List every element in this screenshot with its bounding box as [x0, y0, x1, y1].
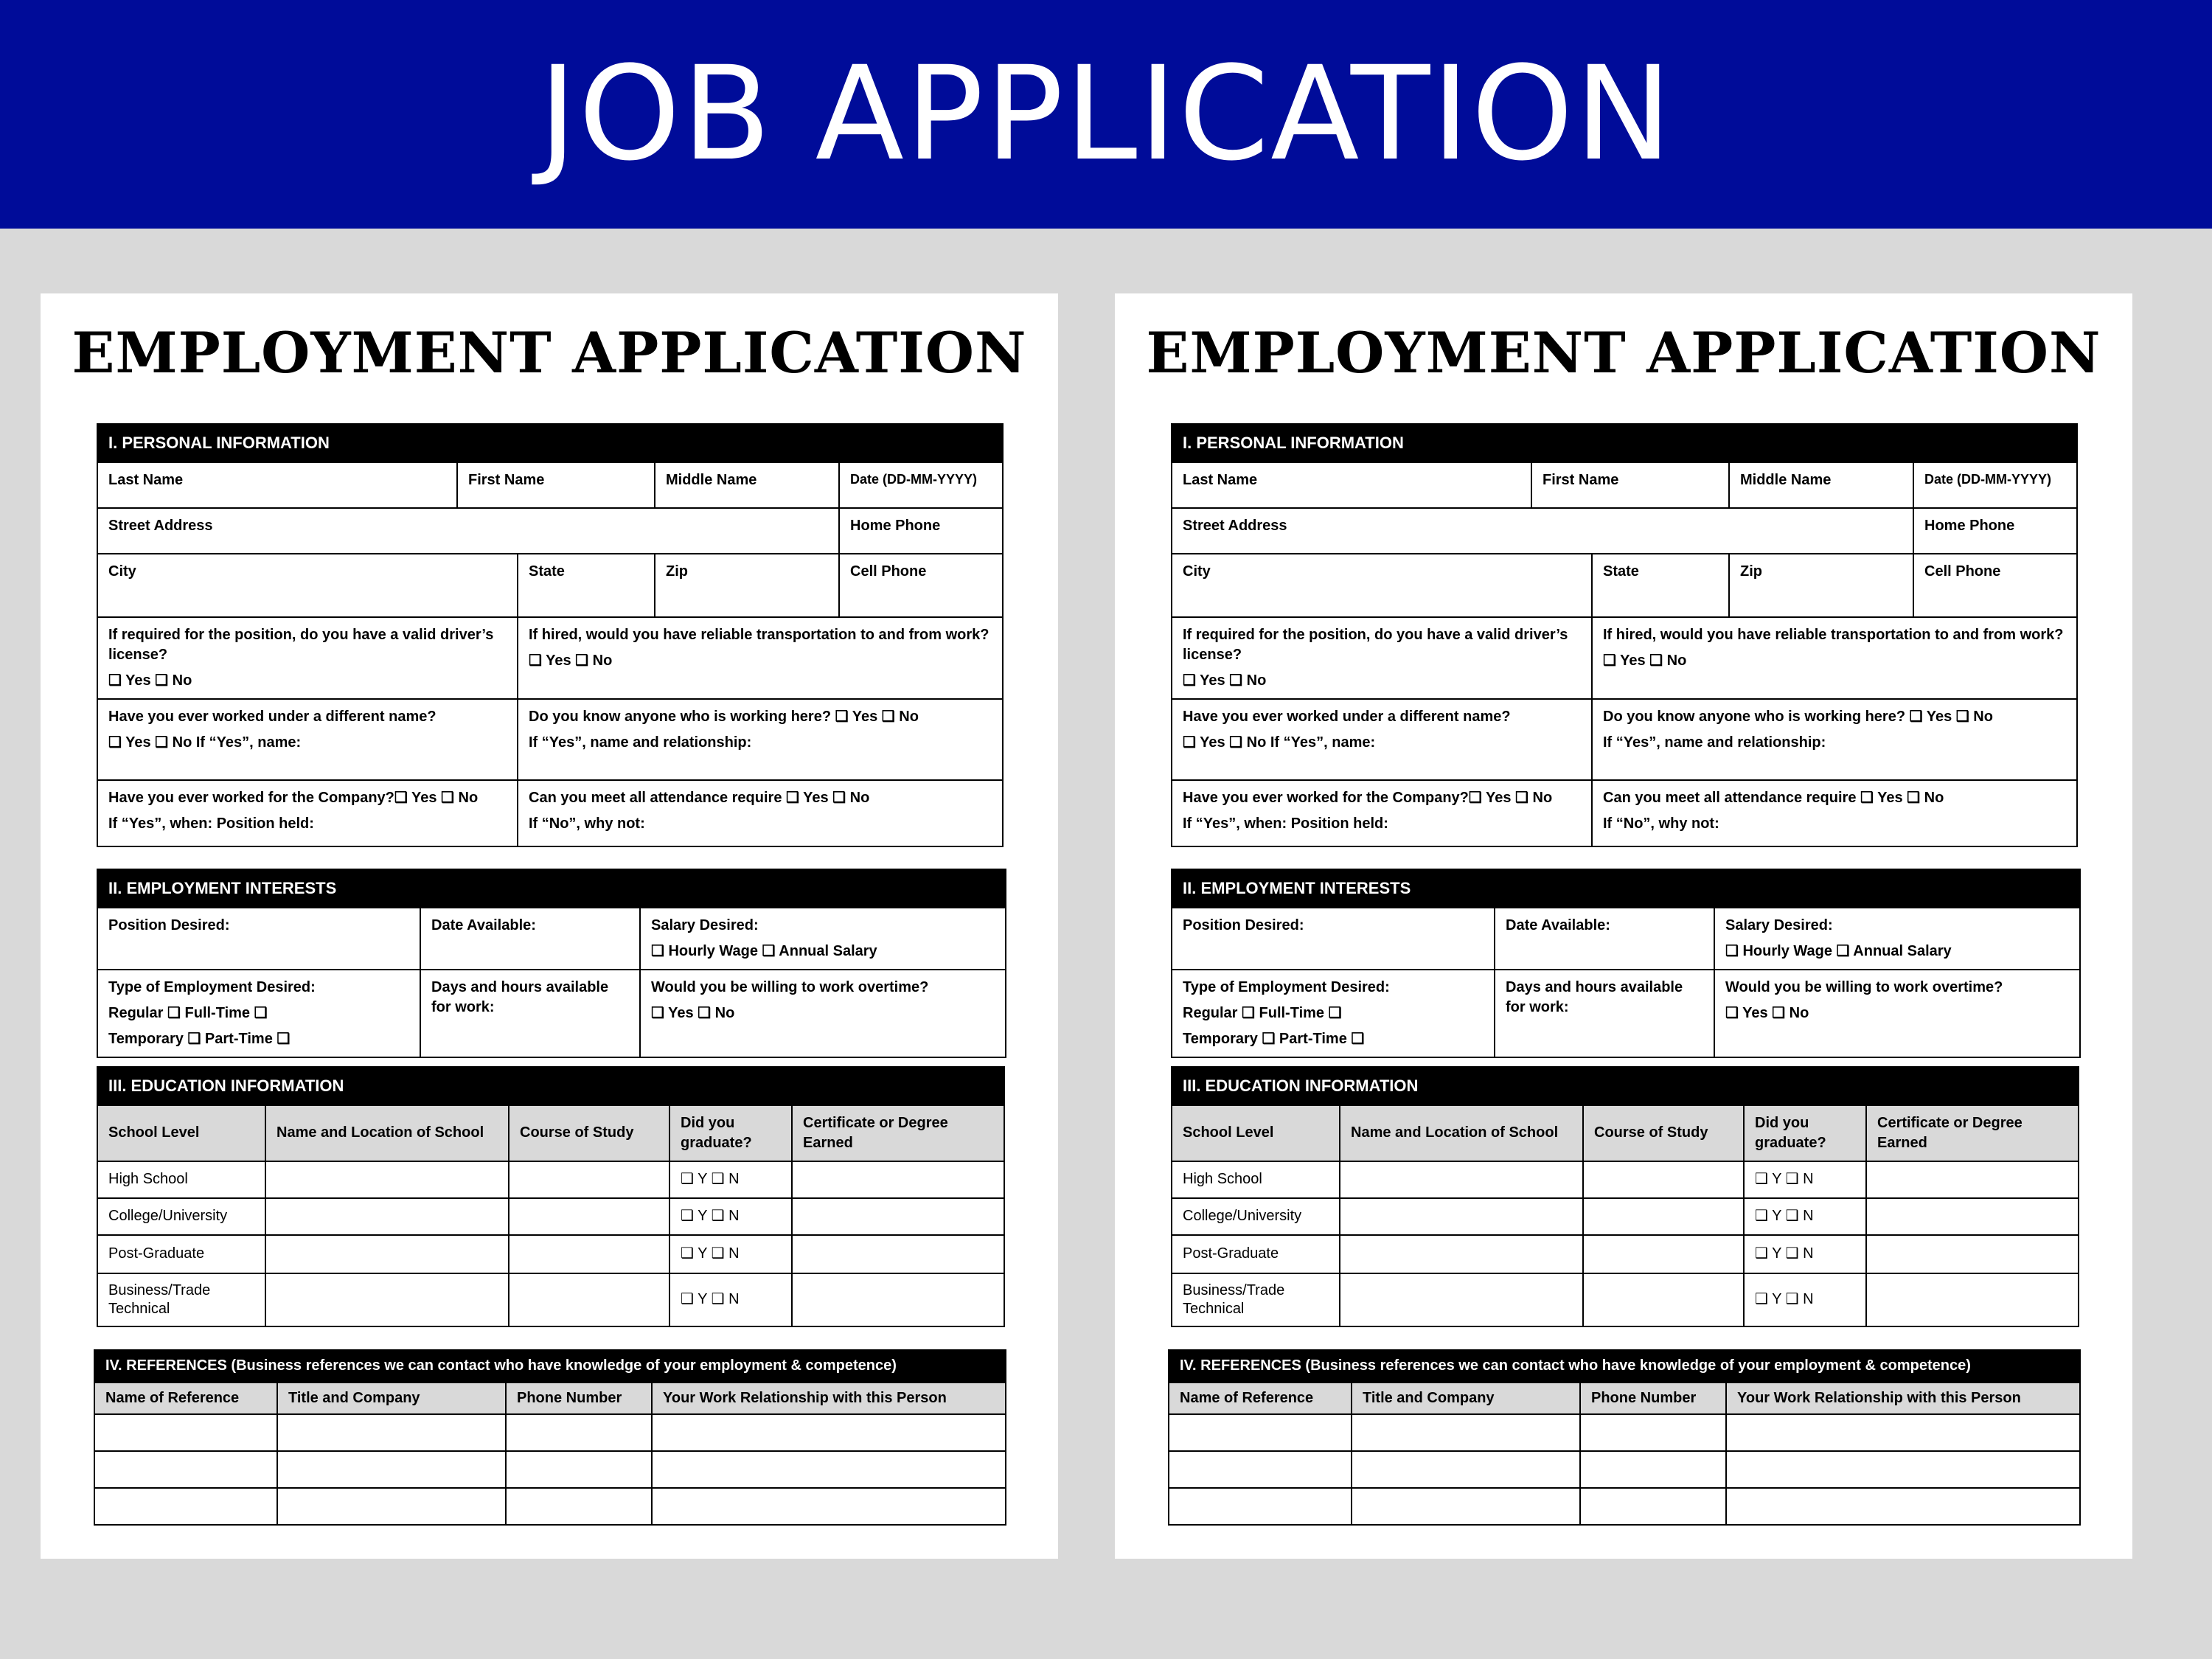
reference-cell[interactable] — [277, 1414, 506, 1451]
yes-no-checkboxes[interactable]: ❑ Yes ❑ No — [1603, 653, 1687, 669]
employment-type-field[interactable] — [1172, 970, 1495, 1057]
state-field[interactable]: State — [1592, 554, 1729, 617]
type-checkboxes-row1[interactable]: Regular ❑ Full-Time ❑ — [1183, 1004, 1342, 1021]
overtime-field[interactable] — [640, 970, 1006, 1057]
degree-cell[interactable] — [1866, 1273, 2079, 1326]
field-label: Type of Employment Desired: — [108, 978, 316, 995]
field-label: Type of Employment Desired: — [1183, 978, 1390, 995]
graduated-checkboxes[interactable]: ❑ Y ❑ N — [669, 1161, 792, 1198]
reference-cell[interactable] — [94, 1451, 277, 1488]
question-text[interactable]: Can you meet all attendance require ❑ Yes ❑ No — [529, 790, 870, 806]
state-field[interactable]: State — [518, 554, 655, 617]
worked-for-company-question[interactable] — [97, 780, 518, 846]
course-cell[interactable] — [509, 1161, 669, 1198]
overtime-field[interactable] — [1714, 970, 2080, 1057]
field-label: Would you be willing to work overtime? — [651, 978, 929, 995]
personal-information-table — [97, 423, 1004, 847]
degree-cell[interactable] — [1866, 1198, 2079, 1235]
position-desired-field[interactable]: Position Desired: — [1172, 908, 1495, 970]
reference-cell[interactable] — [1580, 1414, 1726, 1451]
course-cell[interactable] — [1583, 1273, 1744, 1326]
column-header: Title and Company — [277, 1382, 506, 1414]
question-text[interactable]: Have you ever worked for the Company?❑ Yes ❑ No — [108, 790, 479, 806]
reference-cell[interactable] — [506, 1488, 652, 1525]
reference-cell[interactable] — [1352, 1488, 1580, 1525]
question-text[interactable]: Have you ever worked for the Company?❑ Yes ❑ No — [1183, 790, 1553, 806]
reference-cell[interactable] — [277, 1488, 506, 1525]
reference-cell[interactable] — [1169, 1488, 1352, 1525]
section-header: IV. REFERENCES (Business references we can contact who have knowledge of your employment & competence) — [94, 1350, 1006, 1382]
question-text: If hired, would you have reliable transportation to and from work? — [1603, 627, 2064, 643]
column-header: Phone Number — [506, 1382, 652, 1414]
middle-name-field[interactable]: Middle Name — [1729, 462, 1913, 508]
school-name-cell[interactable] — [265, 1198, 509, 1235]
question-subtext: If “Yes”, when: Position held: — [108, 815, 314, 832]
type-checkboxes-row2[interactable]: Temporary ❑ Part-Time ❑ — [108, 1030, 291, 1047]
section-header: II. EMPLOYMENT INTERESTS — [97, 869, 1006, 908]
column-header: Did you graduate? — [669, 1105, 792, 1161]
transportation-question[interactable] — [518, 617, 1003, 699]
column-header: Certificate or Degree Earned — [1866, 1105, 2079, 1161]
school-level-cell: High School — [97, 1161, 265, 1198]
column-header: Certificate or Degree Earned — [792, 1105, 1004, 1161]
question-subtext: If “Yes”, name and relationship: — [529, 734, 752, 751]
yes-no-checkboxes[interactable]: ❑ Yes ❑ No If “Yes”, name: — [1183, 734, 1376, 751]
overtime-checkboxes[interactable]: ❑ Yes ❑ No — [1725, 1004, 1809, 1021]
education-table — [1171, 1066, 2079, 1327]
graduated-checkboxes[interactable]: ❑ Y ❑ N — [1744, 1161, 1866, 1198]
reference-cell[interactable] — [1726, 1451, 2080, 1488]
references-table — [1168, 1349, 2081, 1526]
license-question[interactable] — [1172, 617, 1592, 699]
degree-cell[interactable] — [1866, 1235, 2079, 1273]
section-header: III. EDUCATION INFORMATION — [1172, 1067, 2079, 1105]
last-name-field[interactable]: Last Name — [97, 462, 457, 508]
question-text[interactable]: Do you know anyone who is working here? ❑ Yes ❑ No — [529, 709, 919, 725]
cell-phone-field[interactable]: Cell Phone — [839, 554, 1003, 617]
type-checkboxes-row1[interactable]: Regular ❑ Full-Time ❑ — [108, 1004, 268, 1021]
know-anyone-question[interactable] — [518, 699, 1003, 780]
document-title: EMPLOYMENT APPLICATION — [72, 320, 1027, 386]
graduated-checkboxes[interactable]: ❑ Y ❑ N — [1744, 1273, 1866, 1326]
graduated-checkboxes[interactable]: ❑ Y ❑ N — [1744, 1198, 1866, 1235]
salary-desired-field[interactable] — [640, 908, 1006, 970]
reference-cell[interactable] — [94, 1488, 277, 1525]
course-cell[interactable] — [509, 1273, 669, 1326]
employment-interests-table — [1171, 869, 2081, 1058]
column-header: School Level — [97, 1105, 265, 1161]
question-subtext: If “No”, why not: — [1603, 815, 1719, 832]
form-page-left — [41, 293, 1058, 1559]
attendance-question[interactable] — [1592, 780, 2077, 846]
reference-cell[interactable] — [652, 1451, 1006, 1488]
education-table — [97, 1066, 1005, 1327]
course-cell[interactable] — [509, 1198, 669, 1235]
section-header: IV. REFERENCES (Business references we can contact who have knowledge of your employment & competence) — [1169, 1350, 2080, 1382]
banner-title: JOB APPLICATION — [538, 38, 1674, 189]
first-name-field[interactable]: First Name — [457, 462, 655, 508]
question-subtext: If “Yes”, when: Position held: — [1183, 815, 1388, 832]
question-text: Have you ever worked under a different name? — [108, 709, 437, 725]
column-header: Name of Reference — [94, 1382, 277, 1414]
cell-phone-field[interactable]: Cell Phone — [1913, 554, 2077, 617]
employment-type-field[interactable] — [97, 970, 420, 1057]
reference-cell[interactable] — [94, 1414, 277, 1451]
reference-cell[interactable] — [1352, 1414, 1580, 1451]
question-text: If required for the position, do you have a valid driver’s license? — [1183, 627, 1568, 663]
street-address-field[interactable]: Street Address — [97, 508, 839, 554]
reference-cell[interactable] — [1580, 1451, 1726, 1488]
column-header: Your Work Relationship with this Person — [1726, 1382, 2080, 1414]
overtime-checkboxes[interactable]: ❑ Yes ❑ No — [651, 1004, 735, 1021]
school-name-cell[interactable] — [1340, 1235, 1583, 1273]
worked-for-company-question[interactable] — [1172, 780, 1592, 846]
column-header: Did you graduate? — [1744, 1105, 1866, 1161]
school-level-cell: College/University — [1172, 1198, 1340, 1235]
different-name-question[interactable] — [1172, 699, 1592, 780]
school-name-cell[interactable] — [265, 1161, 509, 1198]
graduated-checkboxes[interactable]: ❑ Y ❑ N — [669, 1235, 792, 1273]
degree-cell[interactable] — [792, 1273, 1004, 1326]
course-cell[interactable] — [1583, 1235, 1744, 1273]
zip-field[interactable]: Zip — [1729, 554, 1913, 617]
salary-checkboxes[interactable]: ❑ Hourly Wage ❑ Annual Salary — [1725, 942, 1952, 959]
salary-desired-field[interactable] — [1714, 908, 2080, 970]
reference-cell[interactable] — [277, 1451, 506, 1488]
school-level-cell: Post-Graduate — [1172, 1235, 1340, 1273]
reference-cell[interactable] — [1169, 1414, 1352, 1451]
field-label: Salary Desired: — [1725, 917, 1833, 933]
salary-checkboxes[interactable]: ❑ Hourly Wage ❑ Annual Salary — [651, 942, 877, 959]
course-cell[interactable] — [1583, 1198, 1744, 1235]
yes-no-checkboxes[interactable]: ❑ Yes ❑ No If “Yes”, name: — [108, 734, 302, 751]
reference-cell[interactable] — [652, 1414, 1006, 1451]
graduated-checkboxes[interactable]: ❑ Y ❑ N — [669, 1273, 792, 1326]
degree-cell[interactable] — [792, 1198, 1004, 1235]
yes-no-checkboxes[interactable]: ❑ Yes ❑ No — [108, 672, 192, 689]
field-label: Would you be willing to work overtime? — [1725, 978, 2003, 995]
school-level-cell: High School — [1172, 1161, 1340, 1198]
school-name-cell[interactable] — [1340, 1198, 1583, 1235]
references-table — [94, 1349, 1006, 1526]
date-field[interactable]: Date (DD-MM-YYYY) — [1913, 462, 2077, 508]
question-text[interactable]: Do you know anyone who is working here? ❑ Yes ❑ No — [1603, 709, 1993, 725]
section-header: I. PERSONAL INFORMATION — [1172, 424, 2077, 462]
school-name-cell[interactable] — [265, 1235, 509, 1273]
days-hours-field[interactable]: Days and hours available for work: — [420, 970, 640, 1057]
form-page-right — [1115, 293, 2132, 1559]
degree-cell[interactable] — [792, 1235, 1004, 1273]
yes-no-checkboxes[interactable]: ❑ Yes ❑ No — [1183, 672, 1267, 689]
question-text: If hired, would you have reliable transportation to and from work? — [529, 627, 990, 643]
reference-cell[interactable] — [1726, 1414, 2080, 1451]
document-title: EMPLOYMENT APPLICATION — [1146, 320, 2101, 386]
question-text[interactable]: Can you meet all attendance require ❑ Yes ❑ No — [1603, 790, 1944, 806]
position-desired-field[interactable]: Position Desired: — [97, 908, 420, 970]
date-available-field[interactable]: Date Available: — [1495, 908, 1714, 970]
column-header: Your Work Relationship with this Person — [652, 1382, 1006, 1414]
school-level-cell: Post-Graduate — [97, 1235, 265, 1273]
column-header: Name of Reference — [1169, 1382, 1352, 1414]
last-name-field[interactable]: Last Name — [1172, 462, 1531, 508]
column-header: Name and Location of School — [265, 1105, 509, 1161]
know-anyone-question[interactable] — [1592, 699, 2077, 780]
street-address-field[interactable]: Street Address — [1172, 508, 1913, 554]
school-name-cell[interactable] — [1340, 1273, 1583, 1326]
license-question[interactable] — [97, 617, 518, 699]
zip-field[interactable]: Zip — [655, 554, 839, 617]
graduated-checkboxes[interactable]: ❑ Y ❑ N — [669, 1198, 792, 1235]
column-header: School Level — [1172, 1105, 1340, 1161]
city-field[interactable]: City — [97, 554, 518, 617]
question-subtext: If “Yes”, name and relationship: — [1603, 734, 1826, 751]
school-name-cell[interactable] — [1340, 1161, 1583, 1198]
section-header: I. PERSONAL INFORMATION — [97, 424, 1003, 462]
section-header: II. EMPLOYMENT INTERESTS — [1172, 869, 2080, 908]
reference-cell[interactable] — [506, 1414, 652, 1451]
attendance-question[interactable] — [518, 780, 1003, 846]
school-name-cell[interactable] — [265, 1273, 509, 1326]
reference-cell[interactable] — [1169, 1451, 1352, 1488]
column-header: Name and Location of School — [1340, 1105, 1583, 1161]
yes-no-checkboxes[interactable]: ❑ Yes ❑ No — [529, 653, 613, 669]
employment-interests-table — [97, 869, 1006, 1058]
middle-name-field[interactable]: Middle Name — [655, 462, 839, 508]
column-header: Title and Company — [1352, 1382, 1580, 1414]
reference-cell[interactable] — [1726, 1488, 2080, 1525]
reference-cell[interactable] — [652, 1488, 1006, 1525]
school-level-cell: College/University — [97, 1198, 265, 1235]
course-cell[interactable] — [1583, 1161, 1744, 1198]
section-header: III. EDUCATION INFORMATION — [97, 1067, 1004, 1105]
first-name-field[interactable]: First Name — [1531, 462, 1729, 508]
question-subtext: If “No”, why not: — [529, 815, 645, 832]
reference-cell[interactable] — [1580, 1488, 1726, 1525]
school-level-cell: Business/Trade Technical — [1172, 1273, 1340, 1326]
date-field[interactable]: Date (DD-MM-YYYY) — [839, 462, 1003, 508]
date-available-field[interactable]: Date Available: — [420, 908, 640, 970]
home-phone-field[interactable]: Home Phone — [839, 508, 1003, 554]
graduated-checkboxes[interactable]: ❑ Y ❑ N — [1744, 1235, 1866, 1273]
reference-cell[interactable] — [1352, 1451, 1580, 1488]
type-checkboxes-row2[interactable]: Temporary ❑ Part-Time ❑ — [1183, 1030, 1365, 1047]
question-text: Have you ever worked under a different name? — [1183, 709, 1511, 725]
degree-cell[interactable] — [792, 1161, 1004, 1198]
home-phone-field[interactable]: Home Phone — [1913, 508, 2077, 554]
degree-cell[interactable] — [1866, 1161, 2079, 1198]
banner — [0, 0, 2212, 229]
field-label: Salary Desired: — [651, 917, 759, 933]
city-field[interactable]: City — [1172, 554, 1592, 617]
transportation-question[interactable] — [1592, 617, 2077, 699]
column-header: Phone Number — [1580, 1382, 1726, 1414]
days-hours-field[interactable]: Days and hours available for work: — [1495, 970, 1714, 1057]
course-cell[interactable] — [509, 1235, 669, 1273]
question-text: If required for the position, do you have a valid driver’s license? — [108, 627, 494, 663]
column-header: Course of Study — [1583, 1105, 1744, 1161]
reference-cell[interactable] — [506, 1451, 652, 1488]
school-level-cell: Business/Trade Technical — [97, 1273, 265, 1326]
personal-information-table — [1171, 423, 2078, 847]
different-name-question[interactable] — [97, 699, 518, 780]
column-header: Course of Study — [509, 1105, 669, 1161]
